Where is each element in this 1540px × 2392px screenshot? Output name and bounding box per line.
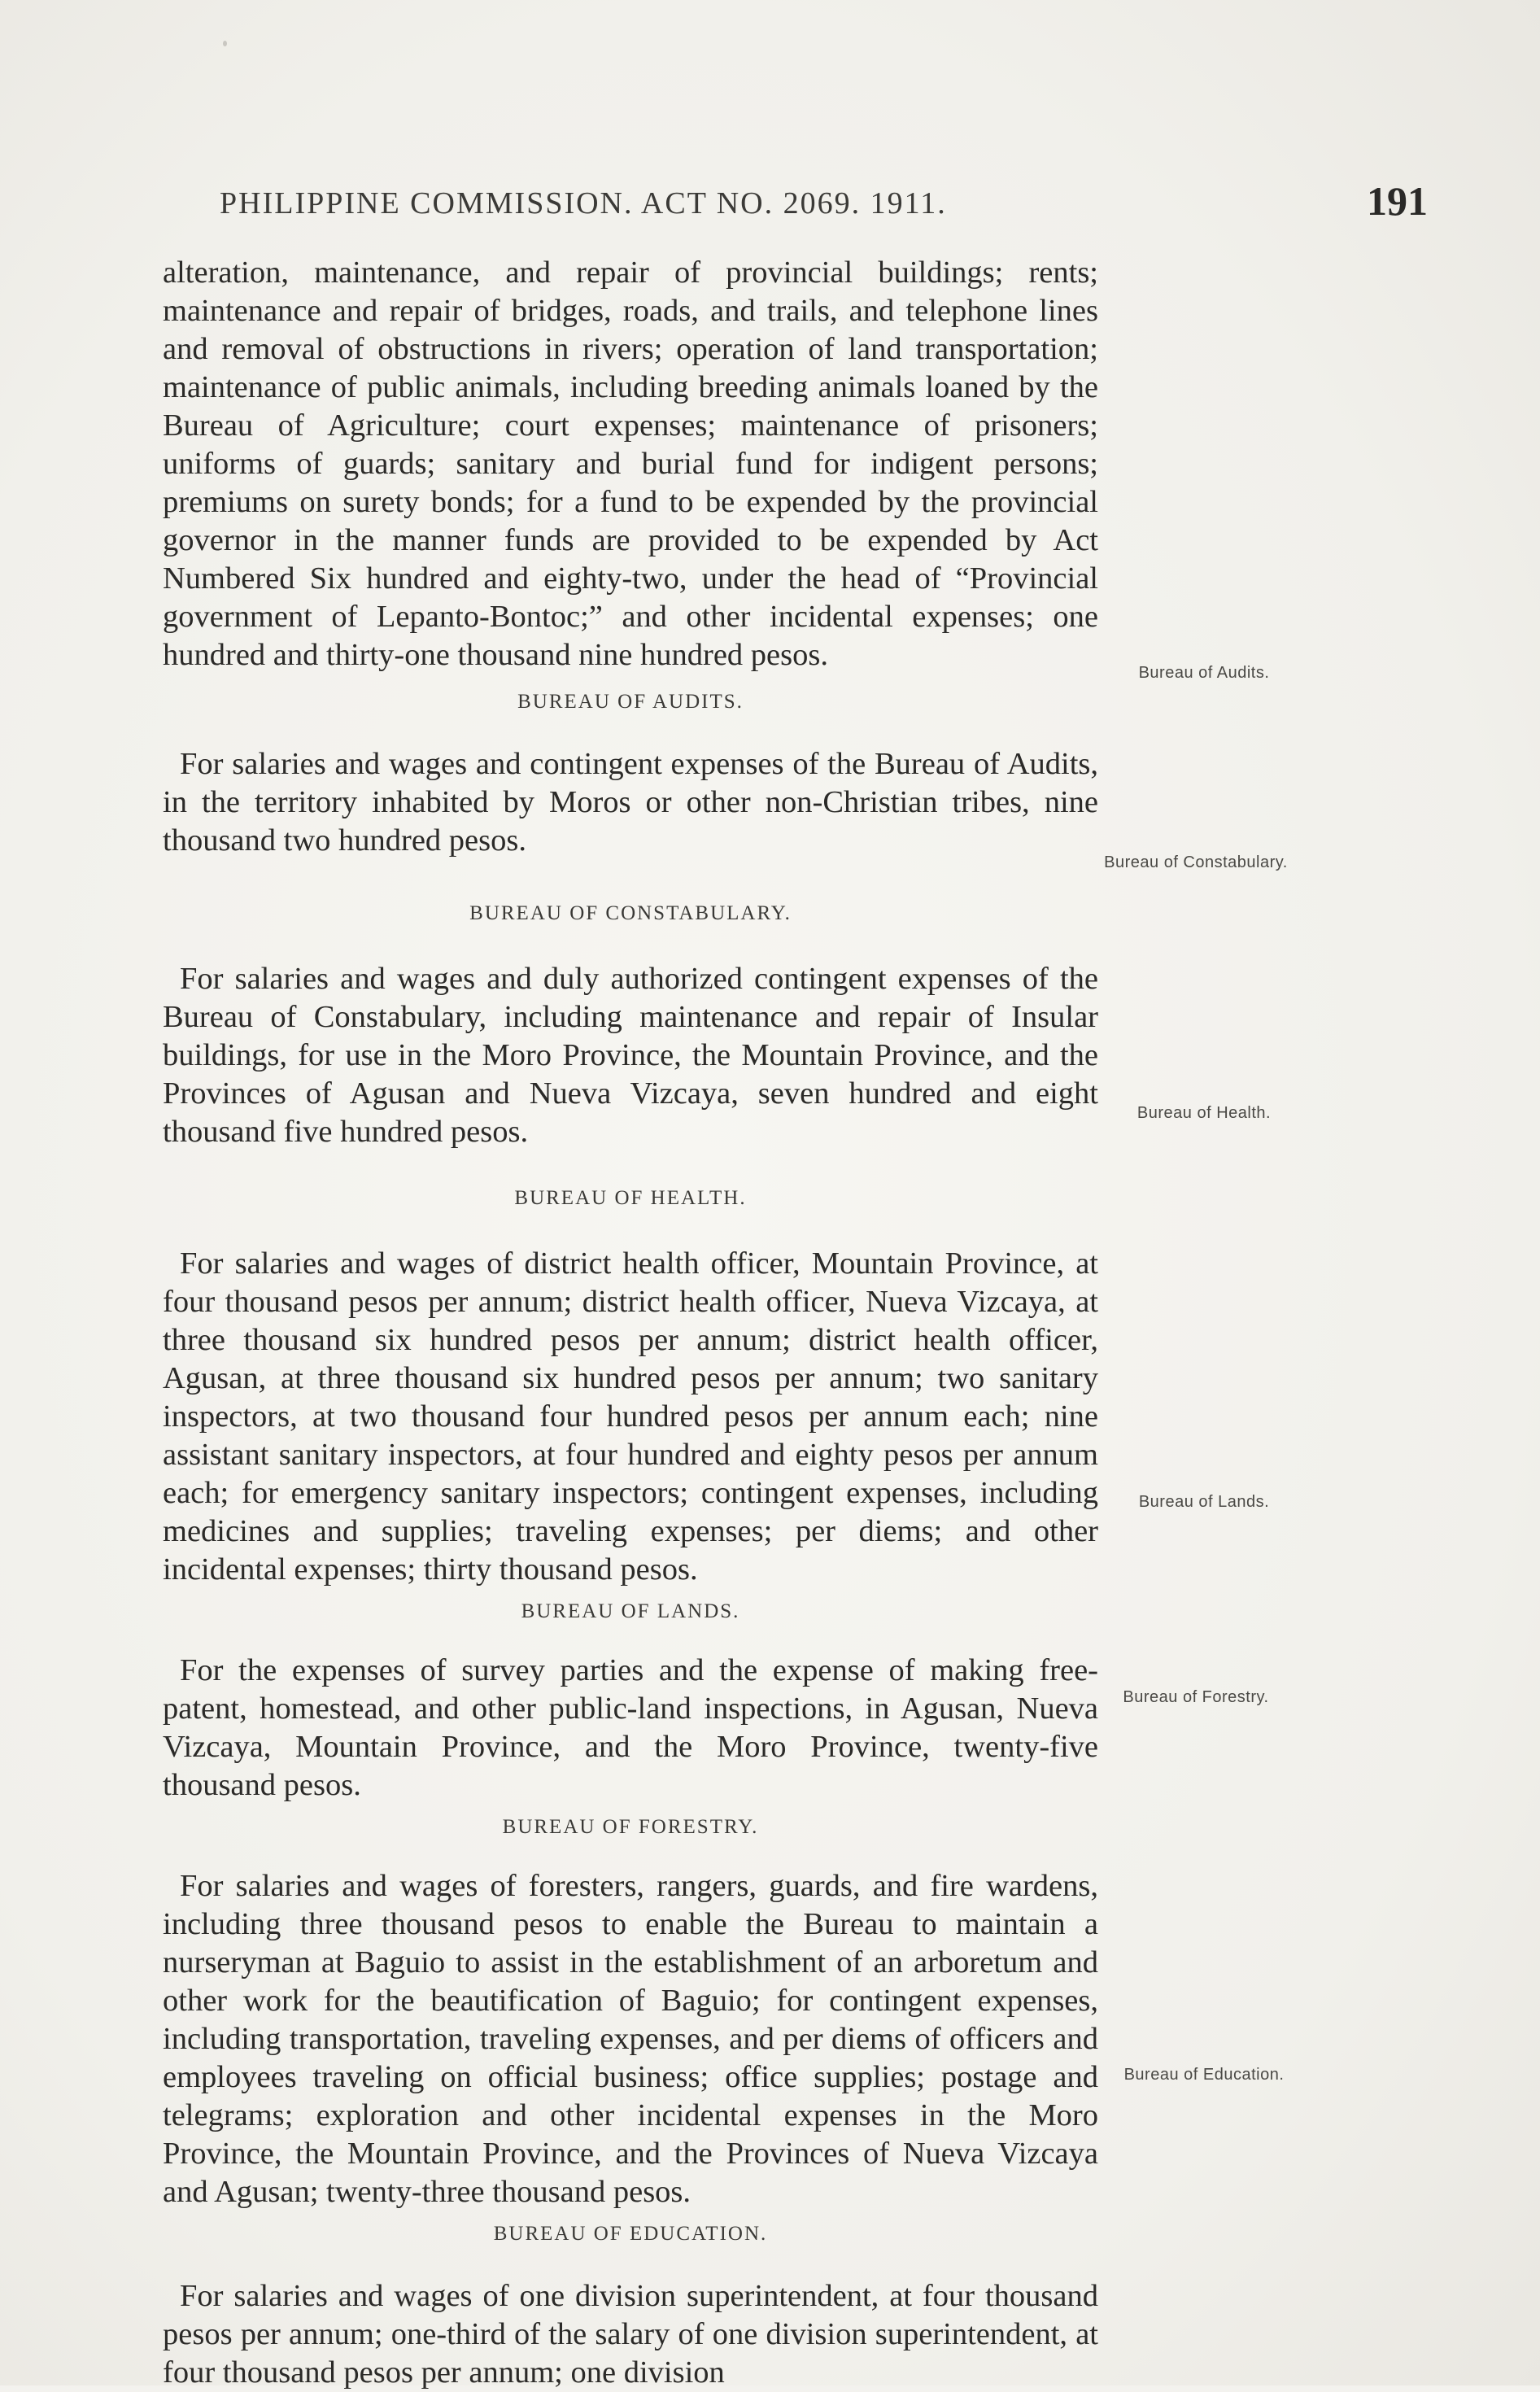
section-text-constabulary: For salaries and wages and duly authorized contingent expenses of the Bureau of Constabulary, including maintenance and repair of Insular buildings, for use in the Moro Province, the Mountain Province, and the Provinces of Agusan and Nueva Vizcaya, seven hundred and eight thousand five hundred pesos. (163, 962, 1098, 1149)
section-heading-lands: BUREAU OF LANDS. (521, 1600, 740, 1622)
section-heading-constabulary: BUREAU OF CONSTABULARY. (469, 902, 792, 924)
paper-speck (223, 41, 227, 46)
section-text-audits: For salaries and wages and contingent expenses of the Bureau of Audits, in the territory inhabited by Moros or other non-Christian tribes, nine thousand two hundred pesos. (163, 747, 1098, 858)
margin-note-education: Bureau of Education. (1123, 2066, 1285, 2084)
section-heading-audits: BUREAU OF AUDITS. (517, 691, 744, 713)
margin-note-lands: Bureau of Lands. (1138, 1493, 1270, 1511)
continuation-paragraph: alteration, maintenance, and repair of provincial buildings; rents; maintenance and repair of bridges, roads, and trails, and telephone lines and removal of obstructions in rivers; operation of land transportation; maintenance of public animals, including breeding animals loaned by the Bureau of Agriculture; court expenses; maintenance of prisoners; uniforms of guards; sanitary and burial fund for indigent persons; premiums on surety bonds; for a fund to be expended by the provincial governor in the manner funds are provided to be expended by Act Numbered Six hundred and eighty-two, under the head of “Provincial government of Lepanto-Bontoc;” and other incidental expenses; one hundred and thirty-one thousand nine hundred pesos. (163, 255, 1098, 672)
section-text-lands: For the expenses of survey parties and the expense of making free-patent, homestead, and other public-land inspections, in Agusan, Nueva Vizcaya, Mountain Province, and the Moro Province, twenty-five thousand pesos. (163, 1653, 1098, 1802)
margin-note-constabulary: Bureau of Constabulary. (1104, 853, 1288, 871)
section-text-health: For salaries and wages of district health officer, Mountain Province, at four thousand pesos per annum; district health officer, Nueva Vizcaya, at three thousand six hundred pesos per annum; district health officer, Agusan, at three thousand six hundred pesos per annum; two sanitary inspectors, at two thousand four hundred pesos per annum each; nine assistant sanitary inspectors, at four hundred and eighty pesos per annum each; for emergency sanitary inspectors; contingent expenses, including medicines and supplies; traveling expenses; per diems; and other incidental expenses; thirty thousand pesos. (163, 1246, 1098, 1587)
section-text-forestry: For salaries and wages of foresters, rangers, guards, and fire wardens, including three thousand pesos to enable the Bureau to maintain a nurseryman at Baguio to assist in the establishment of an arboretum and other work for the beautification of Baguio; for contingent expenses, including transportation, traveling expenses, and per diems of officers and employees traveling on official business; office supplies; postage and telegrams; exploration and other incidental expenses in the Moro Province, the Mountain Province, and the Provinces of Nueva Vizcaya and Agusan; twenty-three thousand pesos. (163, 1869, 1098, 2209)
page-number: 191 (1367, 178, 1428, 224)
section-heading-education: BUREAU OF EDUCATION. (493, 2223, 768, 2245)
section-text-education: For salaries and wages of one division superintendent, at four thousand pesos per annum; one-third of the salary of one division superintendent, at four thousand pesos per annum; one division (163, 2279, 1098, 2390)
margin-note-health: Bureau of Health. (1136, 1104, 1272, 1122)
body-text-column (163, 254, 1098, 2392)
margin-note-forestry: Bureau of Forestry. (1123, 1688, 1269, 1706)
section-heading-health: BUREAU OF HEALTH. (514, 1187, 747, 1209)
running-head: PHILIPPINE COMMISSION. ACT NO. 2069. 1911. (220, 186, 947, 220)
margin-note-audits: Bureau of Audits. (1138, 664, 1270, 682)
section-heading-forestry: BUREAU OF FORESTRY. (502, 1816, 759, 1838)
